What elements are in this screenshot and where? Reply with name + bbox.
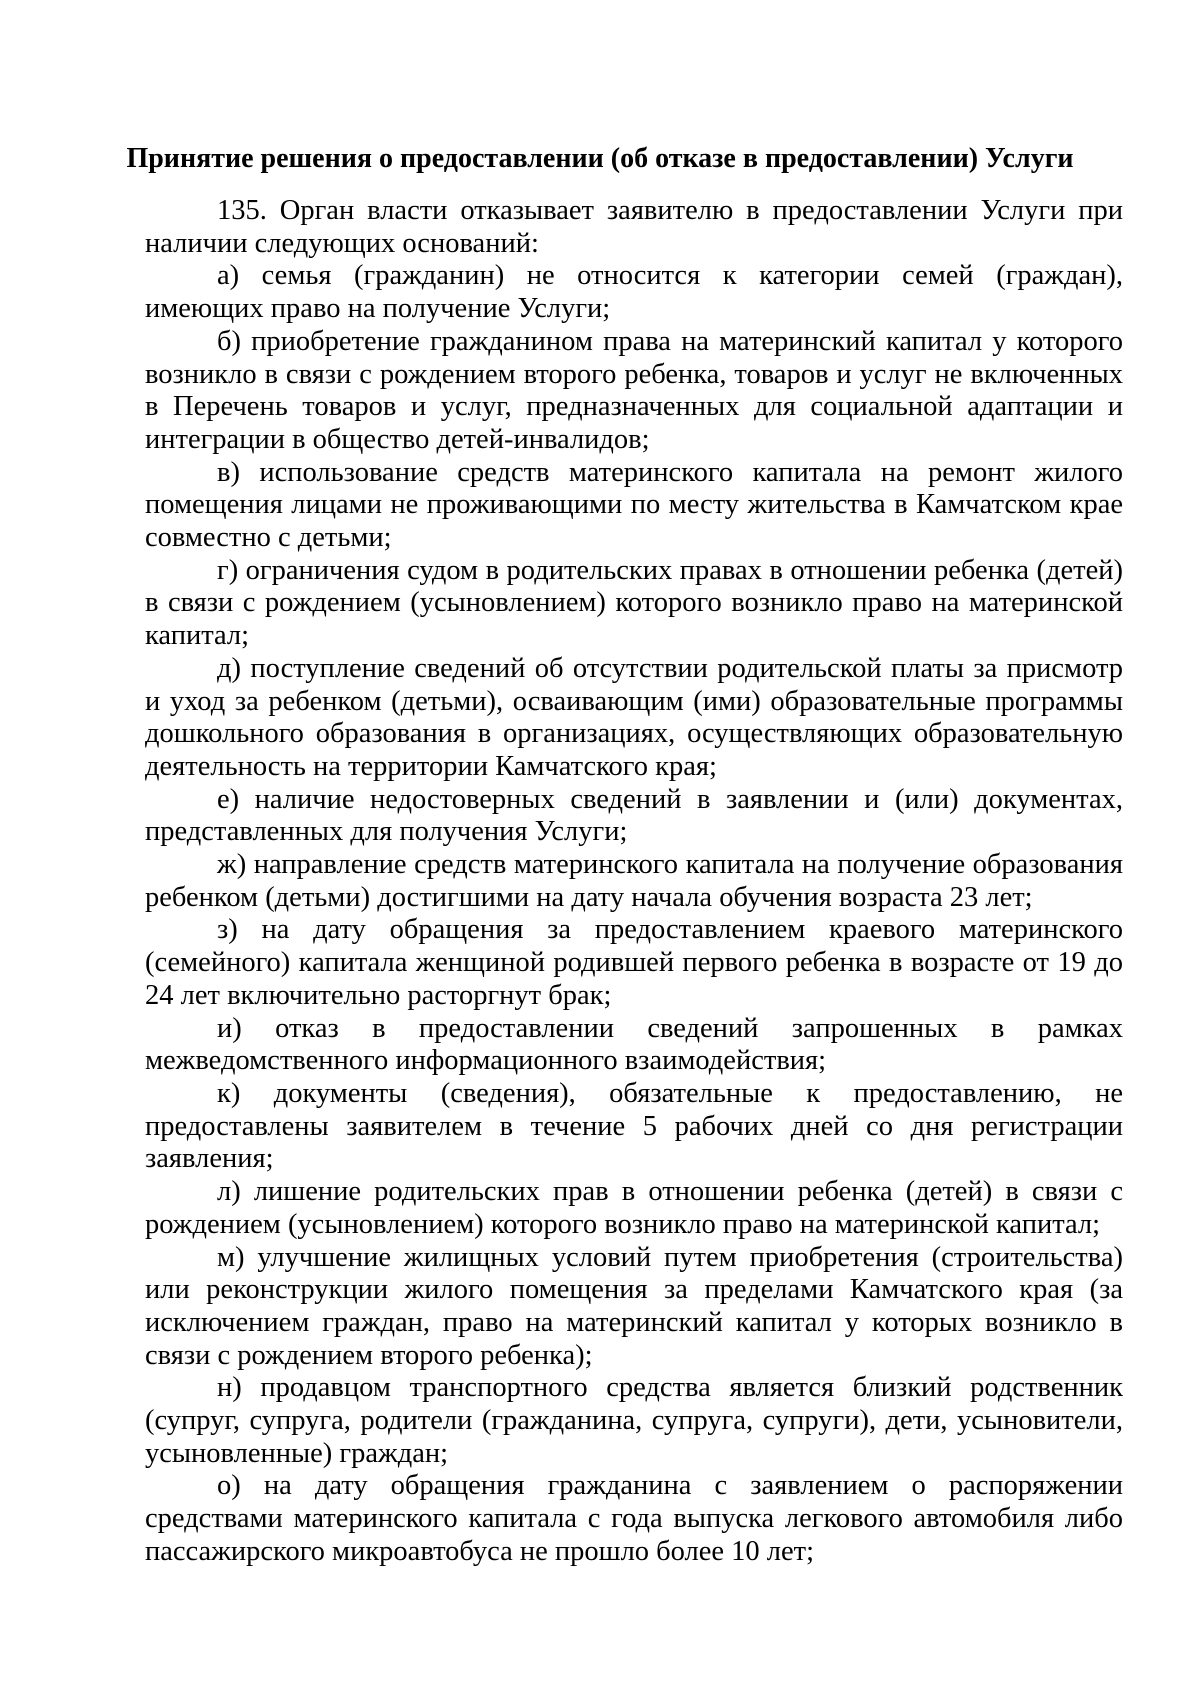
list-item-k: к) документы (сведения), обязательные к предоставлению, не предоставлены заявителем в течение 5 рабочих дней со дня регистрации заявления; [145,1077,1123,1175]
list-item-z: з) на дату обращения за предоставлением краевого материнского (семейного) капитала женщиной родившей первого ребенка в возрасте от 19 до 24 лет включительно расторгнут брак; [145,914,1123,1011]
paragraph-135: 135. Орган власти отказывает заявителю в предоставлении Услуги при наличии следующих оснований: [145,195,1123,259]
document-body [145,195,1123,1569]
list-item-e: е) наличие недостоверных сведений в заявлении и (или) документах, представленных для получения Услуги; [145,783,1123,848]
list-item-zh: ж) направление средств материнского капитала на получение образования ребенком (детьми) достигшими на дату начала обучения возраста 23 лет; [145,849,1123,913]
list-item-v: в) использование средств материнского капитала на ремонт жилого помещения лицами не проживающими по месту жительства в Камчатском крае совместно с детьми; [145,456,1123,554]
document-heading: Принятие решения о предоставлении (об отказе в предоставлении) Услуги [126,143,1074,174]
list-item-b: б) приобретение гражданином права на материнский капитал у которого возникло в связи с рождением второго ребенка, товаров и услуг не включенных в Перечень товаров и услуг, предназначенных для социальной адаптации и интеграции в общество детей-инвалидов; [145,325,1123,455]
list-item-l: л) лишение родительских прав в отношении ребенка (детей) в связи с рождением (усыновлением) которого возникло право на материнской капитал; [145,1176,1123,1240]
list-item-d: д) поступление сведений об отсутствии родительской платы за присмотр и уход за ребенком (детьми), осваивающим (ими) образовательные программы дошкольного образования в организациях, осуществляющих образовательную деятельность на территории Камчатского края; [145,652,1123,782]
list-item-m: м) улучшение жилищных условий путем приобретения (строительства) или реконструкции жилого помещения за пределами Камчатского края (за исключением граждан, право на материнский капитал у которых возникло в связи с рождением второго ребенка); [145,1241,1123,1371]
list-item-g: г) ограничения судом в родительских правах в отношении ребенка (детей) в связи с рождением (усыновлением) которого возникло право на материнской капитал; [145,554,1123,652]
list-item-a: а) семья (гражданин) не относится к категории семей (граждан), имеющих право на получение Услуги; [145,260,1123,325]
list-item-o: о) на дату обращения гражданина с заявлением о распоряжении средствами материнского капитала с года выпуска легкового автомобиля либо пассажирского микроавтобуса не прошло более 10 лет; [145,1470,1123,1567]
list-item-n: н) продавцом транспортного средства является близкий родственник (супруг, супруга, родители (гражданина, супруга, супруги), дети, усыновители, усыновленные) граждан; [145,1372,1123,1469]
list-item-i: и) отказ в предоставлении сведений запрошенных в рамках межведомственного информационного взаимодействия; [145,1012,1123,1077]
